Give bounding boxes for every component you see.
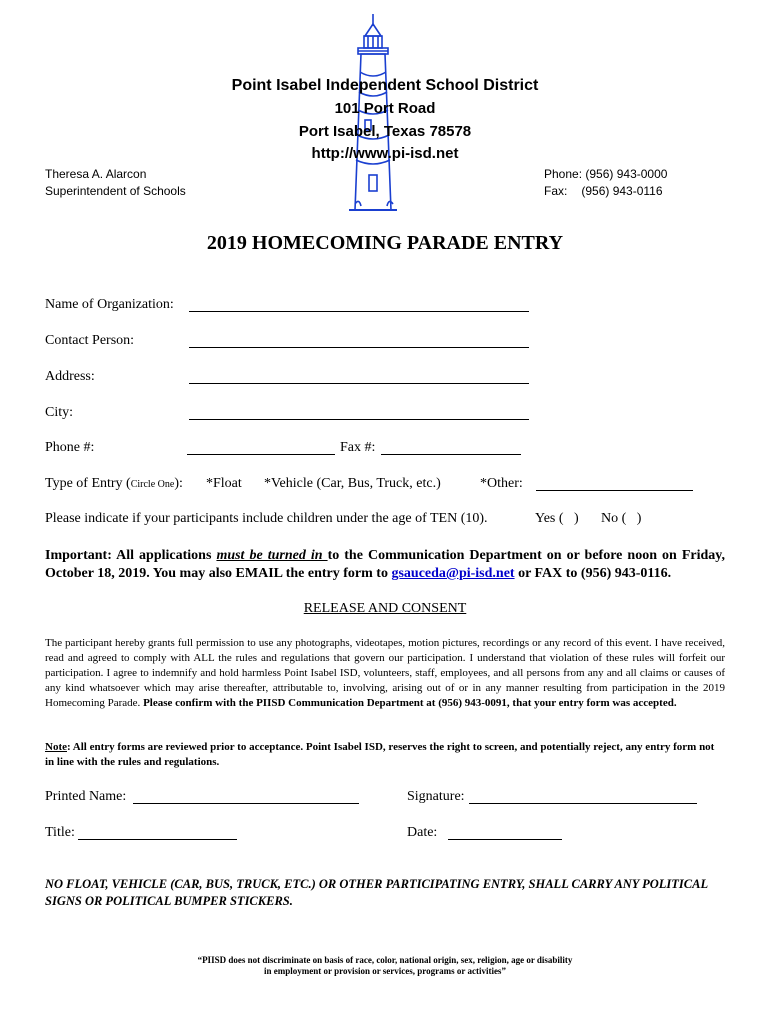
phone-label: Phone #: [45,440,95,455]
note-label: Note [45,741,67,753]
important-lead: Important: All applications [45,548,217,563]
district-fax-number: (956) 943-0116 [581,184,663,198]
important-notice [45,547,725,583]
organization-field[interactable] [189,311,529,312]
district-phone: Phone: (956) 943-0000 [544,167,668,181]
important-emphasis: must be turned in [216,548,328,563]
organization-label: Name of Organization: [45,297,174,312]
release-confirm: Please confirm with the PIISD Communication Department at (956) 943-0091, that your entry form was accepted. [143,697,677,709]
other-field[interactable] [536,490,693,491]
note-text: : All entry forms are reviewed prior to acceptance. Point Isabel ISD, reserves the right to screen, and potentially reject, any entry form not in line with the rules and regulations. [45,741,715,768]
nondiscrimination-footer [0,955,770,977]
contact-field[interactable] [189,347,529,348]
contact-block [544,166,667,200]
release-body [45,636,725,711]
email-link[interactable]: gsauceda@pi-isd.net [391,566,515,581]
superintendent-name: Theresa A. Alarcon [45,167,147,181]
note-block [45,740,725,770]
title-label: Title: [45,825,75,840]
footer-line-2: in employment or provision or services, programs or activities” [264,966,506,976]
important-tail: or FAX to (956) 943-0116. [514,566,672,581]
yes-option[interactable]: Yes ( ) [535,511,579,526]
superintendent-block [45,166,186,200]
printed-name-field[interactable] [133,803,359,804]
no-option[interactable]: No ( ) [601,511,642,526]
signature-label: Signature: [407,789,465,804]
entry-type-other[interactable]: *Other: [480,476,523,491]
title-field[interactable] [78,839,237,840]
district-name: Point Isabel Independent School District [231,77,539,94]
phone-field[interactable] [187,454,335,455]
contact-label: Contact Person: [45,333,135,348]
fax-field[interactable] [381,454,521,455]
address-label: Address: [45,369,95,384]
printed-name-label: Printed Name: [45,789,127,804]
release-text: The participant hereby grants full permission to use any photographs, videotapes, motion pictures, recordings or any record of this event. I have received, read and agreed to comply with ALL the rules and regulations that govern our participation. I understand that violation of these rules will forfeit our participation. I agree to indemnify and hold harmless Point Isabel ISD, volunteers, staff, employees, and all persons from any and all claims or causes of any kind whatsoever which may arise thereafter, attributable to, involving, arising out of or in any manner resulting from participation in the 2019 Homecoming Parade. [45,637,725,709]
page-title: 2019 HOMECOMING PARADE ENTRY [206,232,564,254]
website-url: http://www.pi-isd.net [311,145,459,162]
entry-type-row [45,476,183,492]
date-field[interactable] [448,839,562,840]
entry-type-float[interactable]: *Float [206,476,242,491]
signature-field[interactable] [469,803,697,804]
city-state: Port Isabel, Texas 78578 [298,123,472,140]
district-fax-label: Fax: [544,184,568,198]
superintendent-title: Superintendent of Schools [45,184,186,198]
fax-label: Fax #: [340,440,376,455]
entry-type-label-end: ): [174,476,183,491]
street-address: 101 Port Road [334,100,436,117]
address-field[interactable] [189,383,529,384]
date-label: Date: [407,825,441,840]
footer-line-1: “PIISD does not discriminate on basis of race, color, national origin, sex, religion, age or disability [197,955,573,965]
city-field[interactable] [189,419,529,420]
entry-type-vehicle[interactable]: *Vehicle (Car, Bus, Truck, etc.) [264,476,441,491]
release-heading: RELEASE AND CONSENT [303,601,467,616]
children-question: Please indicate if your participants include children under the age of TEN (10). [45,511,488,526]
circle-one-note: Circle One [130,479,175,490]
district-fax-row [544,183,667,200]
political-warning: NO FLOAT, VEHICLE (CAR, BUS, TRUCK, ETC.) OR OTHER PARTICIPATING ENTRY, SHALL CARRY ANY POLITICAL SIGNS OR POLITICAL BUMPER STICKERS. [45,877,708,908]
important-rest: to the Communication Department on or before noon on Friday, October 18, 2019. You may also EMAIL the entry form to [45,548,726,581]
city-label: City: [45,405,74,420]
entry-type-label: Type of Entry ( [45,476,131,491]
